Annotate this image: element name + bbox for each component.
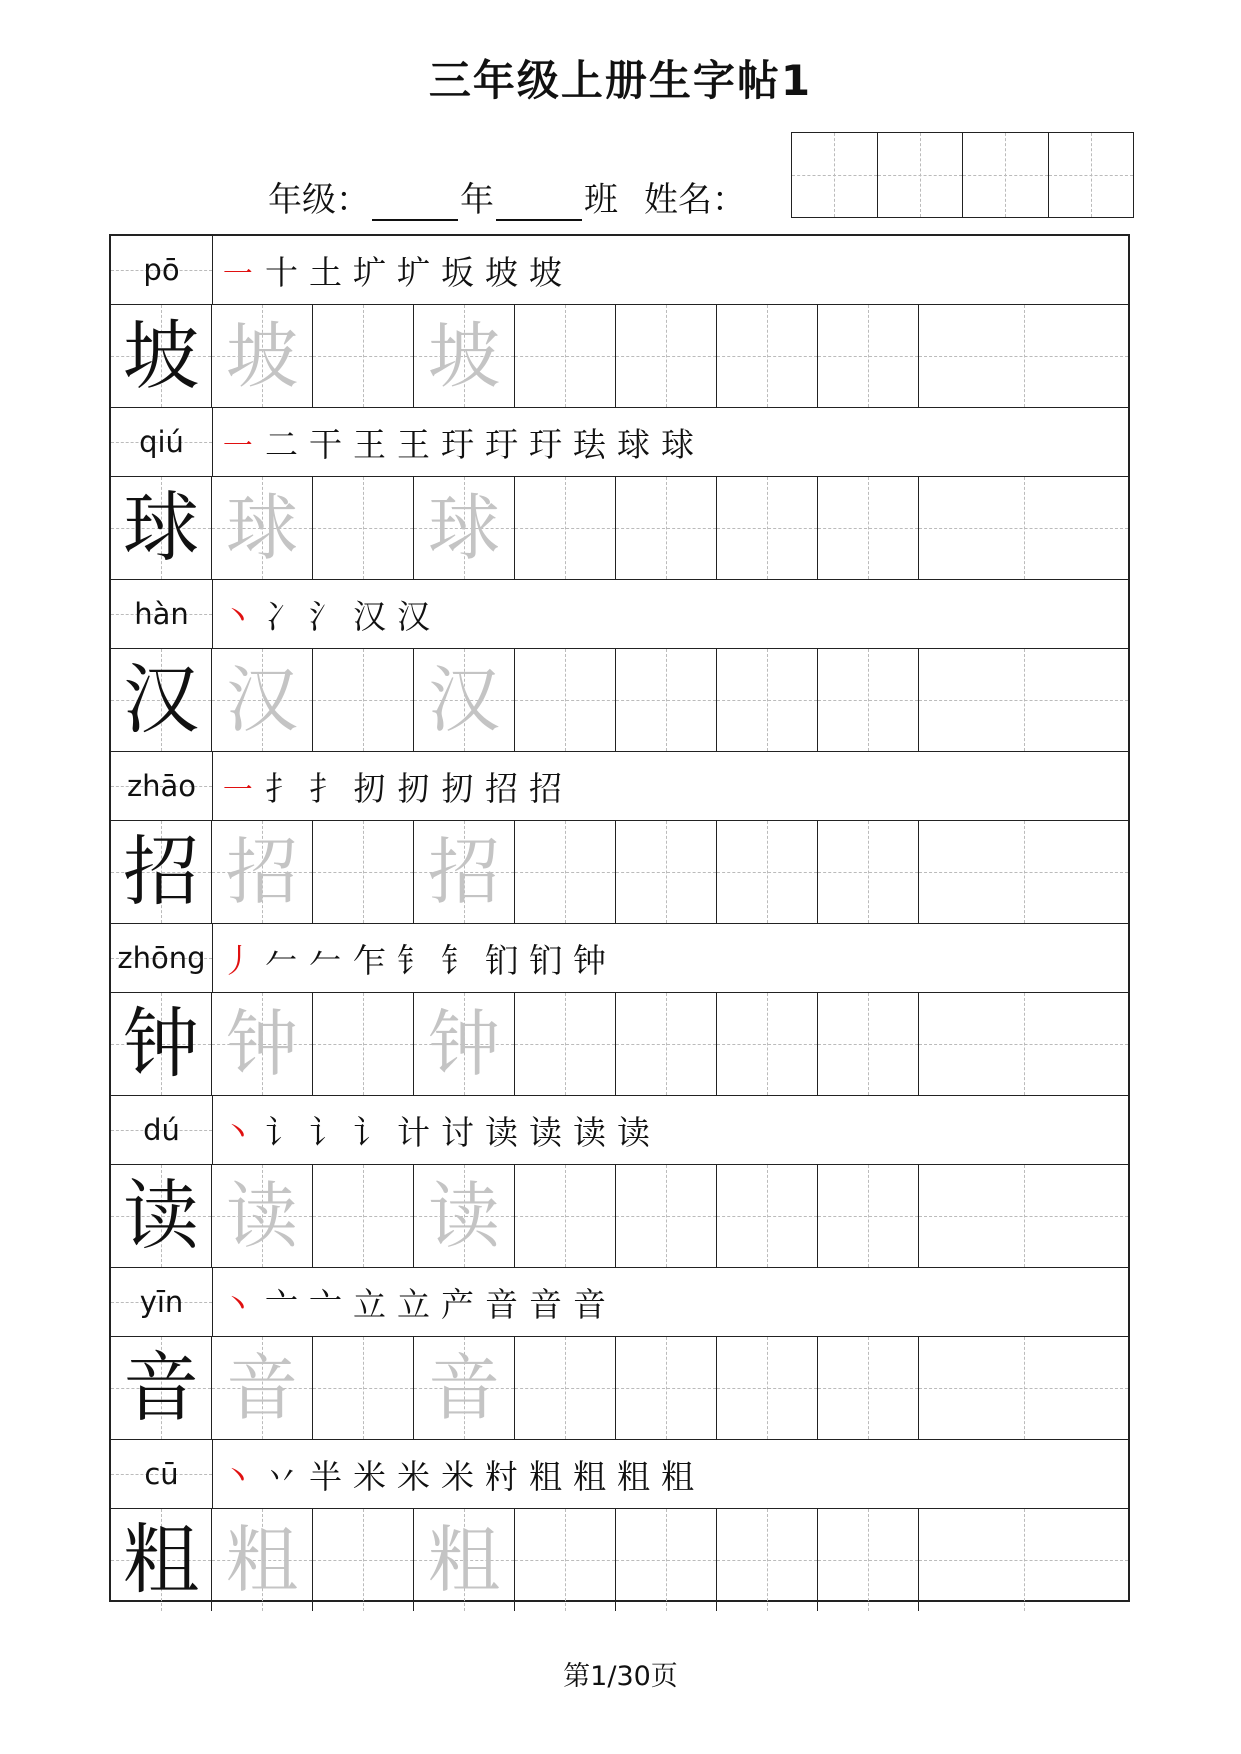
model-cell <box>111 305 212 407</box>
model-char: 粗 <box>123 1515 199 1604</box>
model-char: 音 <box>123 1343 199 1432</box>
practice-cell[interactable] <box>313 1509 414 1611</box>
practice-cell[interactable] <box>616 477 717 579</box>
stroke-step: 丶 <box>221 596 254 636</box>
stroke-step: 坡 <box>529 252 562 292</box>
stroke-step: 钅 <box>397 940 430 980</box>
trace-cell[interactable] <box>414 649 515 751</box>
practice-cell[interactable] <box>515 1337 616 1439</box>
stroke-step: 丶 <box>221 1284 254 1324</box>
stroke-step: 土 <box>309 252 342 292</box>
char-block <box>111 924 1128 1096</box>
stroke-step: 米 <box>397 1456 430 1496</box>
char-block <box>111 1268 1128 1440</box>
practice-cell[interactable] <box>313 649 414 751</box>
stroke-order <box>213 408 1128 476</box>
pinyin-row <box>111 1440 1128 1509</box>
stroke-step: 立 <box>353 1284 386 1324</box>
practice-grid <box>109 234 1130 1602</box>
pinyin-row <box>111 580 1128 649</box>
pinyin-cell <box>111 1268 213 1336</box>
year-blank[interactable] <box>372 183 458 221</box>
stroke-step: 音 <box>485 1284 518 1324</box>
practice-cell[interactable] <box>515 477 616 579</box>
trace-cell[interactable] <box>212 993 313 1095</box>
stroke-step: 亠 <box>309 1284 342 1324</box>
name-label: 姓名： <box>644 180 746 220</box>
stroke-step: 计 <box>397 1112 430 1152</box>
stroke-step: 钔 <box>529 940 562 980</box>
pinyin: zhāo <box>126 769 197 803</box>
writing-row <box>111 477 1128 580</box>
year-label: 年 <box>460 180 494 220</box>
practice-cell[interactable] <box>313 1165 414 1267</box>
stroke-step: 坡 <box>485 252 518 292</box>
practice-cell[interactable] <box>919 477 1128 579</box>
model-char: 钟 <box>123 999 199 1088</box>
stroke-step: 扨 <box>397 768 430 808</box>
practice-cell[interactable] <box>818 305 919 407</box>
stroke-step: 读 <box>485 1112 518 1152</box>
trace-cell[interactable] <box>212 1165 313 1267</box>
page-number: 第1/30页 <box>563 1661 678 1692</box>
stroke-step: 玗 <box>441 424 474 464</box>
trace-cell[interactable] <box>212 649 313 751</box>
pinyin-row <box>111 1268 1128 1337</box>
practice-cell[interactable] <box>717 993 818 1095</box>
stroke-order <box>213 236 1128 304</box>
stroke-step: 玗 <box>485 424 518 464</box>
trace-char: 汉 <box>225 658 298 742</box>
trace-char: 坡 <box>225 314 298 398</box>
stroke-step: 米 <box>353 1456 386 1496</box>
stroke-step: 丶 <box>221 1112 254 1152</box>
stroke-step: 十 <box>265 252 298 292</box>
stroke-step: 扨 <box>441 768 474 808</box>
stroke-step: 球 <box>661 424 694 464</box>
stroke-step: 玗 <box>529 424 562 464</box>
pinyin-cell <box>111 1440 213 1508</box>
practice-cell[interactable] <box>919 305 1128 407</box>
pinyin: qiú <box>139 425 184 459</box>
writing-row <box>111 1165 1128 1268</box>
stroke-step: 扨 <box>353 768 386 808</box>
stroke-step: 珐 <box>573 424 606 464</box>
name-box[interactable] <box>792 133 877 217</box>
practice-cell[interactable] <box>818 821 919 923</box>
stroke-step: 圹 <box>353 252 386 292</box>
practice-cell[interactable] <box>818 649 919 751</box>
stroke-step: ㇐ <box>221 252 254 292</box>
writing-row <box>111 305 1128 408</box>
writing-row <box>111 649 1128 752</box>
stroke-step: 钟 <box>573 940 606 980</box>
model-cell <box>111 1165 212 1267</box>
practice-cell[interactable] <box>717 821 818 923</box>
practice-cell[interactable] <box>616 1509 717 1611</box>
trace-char: 招 <box>427 830 500 914</box>
trace-cell[interactable] <box>212 821 313 923</box>
stroke-order <box>213 580 1128 648</box>
practice-cell[interactable] <box>818 1165 919 1267</box>
trace-char: 音 <box>225 1346 298 1430</box>
pinyin: zhōng <box>117 941 206 975</box>
pinyin-cell <box>111 408 213 476</box>
char-block <box>111 580 1128 752</box>
trace-char: 读 <box>427 1174 500 1258</box>
student-info <box>268 172 746 221</box>
trace-cell[interactable] <box>212 305 313 407</box>
stroke-step: 读 <box>617 1112 650 1152</box>
stroke-step: 钔 <box>485 940 518 980</box>
stroke-step: 音 <box>529 1284 562 1324</box>
trace-cell[interactable] <box>212 1337 313 1439</box>
stroke-step: 氵 <box>309 596 342 636</box>
practice-cell[interactable] <box>313 477 414 579</box>
name-box[interactable] <box>962 133 1048 217</box>
stroke-step: 扌 <box>309 768 342 808</box>
model-char: 招 <box>123 827 199 916</box>
char-block <box>111 1096 1128 1268</box>
stroke-step: 王 <box>353 424 386 464</box>
trace-char: 钟 <box>427 1002 500 1086</box>
writing-row <box>111 1509 1128 1611</box>
stroke-step: 二 <box>265 424 298 464</box>
practice-cell[interactable] <box>818 1337 919 1439</box>
stroke-step: 扌 <box>265 768 298 808</box>
trace-char: 钟 <box>225 1002 298 1086</box>
grade-label: 年级： <box>268 180 370 220</box>
stroke-step: 粗 <box>573 1456 606 1496</box>
practice-cell[interactable] <box>717 305 818 407</box>
practice-cell[interactable] <box>616 821 717 923</box>
trace-cell[interactable] <box>414 1165 515 1267</box>
stroke-order <box>213 924 1128 992</box>
stroke-step: 𠂉 <box>265 940 298 980</box>
stroke-step: 干 <box>309 424 342 464</box>
practice-cell[interactable] <box>919 993 1128 1095</box>
model-char: 球 <box>123 483 199 572</box>
practice-cell[interactable] <box>616 1165 717 1267</box>
practice-cell[interactable] <box>515 821 616 923</box>
practice-cell[interactable] <box>515 993 616 1095</box>
pinyin-row <box>111 924 1128 993</box>
trace-char: 球 <box>427 486 500 570</box>
practice-cell[interactable] <box>515 1165 616 1267</box>
writing-row <box>111 821 1128 924</box>
stroke-step: 圹 <box>397 252 430 292</box>
pinyin: dú <box>143 1113 180 1147</box>
trace-char: 招 <box>225 830 298 914</box>
trace-char: 坡 <box>427 314 500 398</box>
stroke-step: 半 <box>309 1456 342 1496</box>
trace-char: 音 <box>427 1346 500 1430</box>
practice-cell[interactable] <box>818 1509 919 1611</box>
pinyin: hàn <box>134 597 189 631</box>
practice-cell[interactable] <box>515 305 616 407</box>
page-title: 三年级上册生字帖1 <box>428 56 813 105</box>
trace-char: 读 <box>225 1174 298 1258</box>
stroke-step: 立 <box>397 1284 430 1324</box>
practice-cell[interactable] <box>313 993 414 1095</box>
pinyin-cell <box>111 236 213 304</box>
stroke-step: 𠂉 <box>309 940 342 980</box>
stroke-step: 讠 <box>353 1112 386 1152</box>
practice-cell[interactable] <box>616 649 717 751</box>
model-char: 坡 <box>123 311 199 400</box>
stroke-step: 丿 <box>221 940 254 980</box>
stroke-step: 招 <box>485 768 518 808</box>
writing-row <box>111 993 1128 1096</box>
trace-cell[interactable] <box>212 1509 313 1611</box>
stroke-step: 乍 <box>353 940 386 980</box>
stroke-step: 钅 <box>441 940 474 980</box>
stroke-step: 球 <box>617 424 650 464</box>
pinyin: cū <box>144 1457 179 1491</box>
model-cell <box>111 649 212 751</box>
stroke-step: 丷 <box>265 1456 298 1496</box>
stroke-step: 粗 <box>617 1456 650 1496</box>
pinyin-row <box>111 752 1128 821</box>
pinyin-cell <box>111 580 213 648</box>
class-label: 班 <box>584 180 618 220</box>
practice-cell[interactable] <box>919 1165 1128 1267</box>
stroke-order <box>213 1440 1128 1508</box>
char-block <box>111 408 1128 580</box>
practice-cell[interactable] <box>313 1337 414 1439</box>
stroke-order <box>213 1096 1128 1164</box>
model-cell <box>111 477 212 579</box>
trace-cell[interactable] <box>414 305 515 407</box>
stroke-step: ㇐ <box>221 424 254 464</box>
stroke-order <box>213 752 1128 820</box>
pinyin-row <box>111 236 1128 305</box>
model-cell <box>111 1337 212 1439</box>
practice-cell[interactable] <box>818 477 919 579</box>
stroke-step: 汉 <box>397 596 430 636</box>
pinyin-row <box>111 408 1128 477</box>
name-boxes[interactable] <box>791 132 1134 218</box>
model-char: 汉 <box>123 655 199 744</box>
pinyin-row <box>111 1096 1128 1165</box>
trace-cell[interactable] <box>212 477 313 579</box>
trace-cell[interactable] <box>414 993 515 1095</box>
practice-cell[interactable] <box>818 993 919 1095</box>
stroke-step: 读 <box>529 1112 562 1152</box>
practice-cell[interactable] <box>616 305 717 407</box>
stroke-step: 讠 <box>309 1112 342 1152</box>
practice-cell[interactable] <box>919 1509 1128 1611</box>
stroke-step: 籿 <box>485 1456 518 1496</box>
model-cell <box>111 1509 212 1611</box>
writing-row <box>111 1337 1128 1440</box>
name-box[interactable] <box>1048 133 1134 217</box>
name-box[interactable] <box>877 133 963 217</box>
stroke-step: 音 <box>573 1284 606 1324</box>
pinyin-cell <box>111 1096 213 1164</box>
trace-cell[interactable] <box>414 1337 515 1439</box>
practice-cell[interactable] <box>919 1337 1128 1439</box>
practice-cell[interactable] <box>515 649 616 751</box>
stroke-step: 读 <box>573 1112 606 1152</box>
char-block <box>111 1440 1128 1611</box>
trace-char: 粗 <box>225 1518 298 1602</box>
practice-cell[interactable] <box>313 305 414 407</box>
practice-cell[interactable] <box>919 649 1128 751</box>
practice-cell[interactable] <box>717 1509 818 1611</box>
trace-cell[interactable] <box>414 821 515 923</box>
stroke-step: 讨 <box>441 1112 474 1152</box>
practice-cell[interactable] <box>313 821 414 923</box>
practice-cell[interactable] <box>717 1165 818 1267</box>
pinyin: yīn <box>139 1285 184 1319</box>
practice-cell[interactable] <box>515 1509 616 1611</box>
stroke-step: 坂 <box>441 252 474 292</box>
practice-cell[interactable] <box>717 649 818 751</box>
practice-cell[interactable] <box>717 477 818 579</box>
class-blank[interactable] <box>496 183 582 221</box>
trace-char: 粗 <box>427 1518 500 1602</box>
model-cell <box>111 821 212 923</box>
char-block <box>111 236 1128 408</box>
stroke-step: 亠 <box>265 1284 298 1324</box>
practice-cell[interactable] <box>919 821 1128 923</box>
model-cell <box>111 993 212 1095</box>
stroke-step: 粗 <box>529 1456 562 1496</box>
pinyin-cell <box>111 752 213 820</box>
trace-char: 球 <box>225 486 298 570</box>
stroke-step: 讠 <box>265 1112 298 1152</box>
practice-cell[interactable] <box>616 1337 717 1439</box>
pinyin: pō <box>143 253 180 287</box>
stroke-step: 丶 <box>221 1456 254 1496</box>
stroke-order <box>213 1268 1128 1336</box>
practice-cell[interactable] <box>717 1337 818 1439</box>
stroke-step: 招 <box>529 768 562 808</box>
stroke-step: ㇐ <box>221 768 254 808</box>
trace-char: 汉 <box>427 658 500 742</box>
model-char: 读 <box>123 1171 199 1260</box>
stroke-step: 汉 <box>353 596 386 636</box>
stroke-step: 米 <box>441 1456 474 1496</box>
char-block <box>111 752 1128 924</box>
trace-cell[interactable] <box>414 1509 515 1611</box>
stroke-step: 粗 <box>661 1456 694 1496</box>
stroke-step: 产 <box>441 1284 474 1324</box>
practice-cell[interactable] <box>616 993 717 1095</box>
stroke-step: 王 <box>397 424 430 464</box>
pinyin-cell <box>111 924 213 992</box>
trace-cell[interactable] <box>414 477 515 579</box>
stroke-step: 冫 <box>265 596 298 636</box>
